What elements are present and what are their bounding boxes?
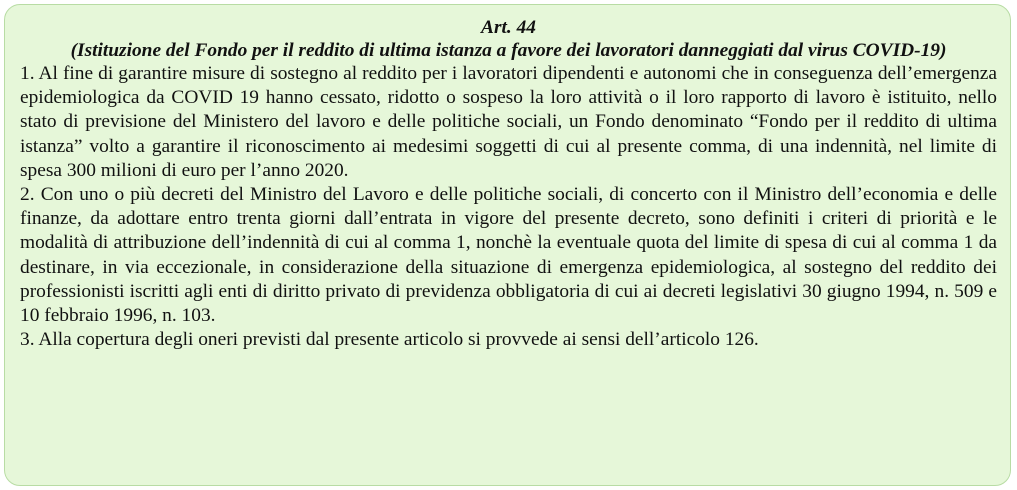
- article-box: [4, 4, 1011, 486]
- article-number: Art. 44: [481, 17, 536, 38]
- article-title: (Istituzione del Fondo per il reddito di ultima istanza a favore dei lavoratori danneggiati dal virus COVID-19): [70, 39, 947, 61]
- paragraph-3: 3. Alla copertura degli oneri previsti dal presente articolo si provvede ai sensi dell’articolo 126.: [20, 329, 759, 351]
- paragraph-2: 2. Con uno o più decreti del Ministro del Lavoro e delle politiche sociali, di concerto con il Ministro dell’economia e delle finanze, da adottare entro trenta giorni dall’entrata in vigore del presente decreto, sono definiti i criteri di priorità e le modalità di attribuzione dell’indennità di cui al comma 1, nonchè la eventuale quota del limite di spesa di cui al comma 1 da destinare, in via eccezionale, in considerazione della situazione di emergenza epidemiologica, al sostegno del reddito dei professionisti iscritti agli enti di diritto privato di previdenza obbligatoria di cui ai decreti legislativi 30 giugno 1994, n. 509 e 10 febbraio 1996, n. 103.: [20, 184, 997, 327]
- paragraph-1: 1. Al fine di garantire misure di sostegno al reddito per i lavoratori dipendenti e autonomi che in conseguenza dell’emergenza epidemiologica da COVID 19 hanno cessato, ridotto o sospeso la loro attività o il loro rapporto di lavoro è istituito, nello stato di previsione del Ministero del lavoro e delle politiche sociali, un Fondo denominato “Fondo per il reddito di ultima istanza” volto a garantire il riconoscimento ai medesimi soggetti di cui al presente comma, di una indennità, nel limite di spesa 300 milioni di euro per l’anno 2020.: [20, 63, 997, 181]
